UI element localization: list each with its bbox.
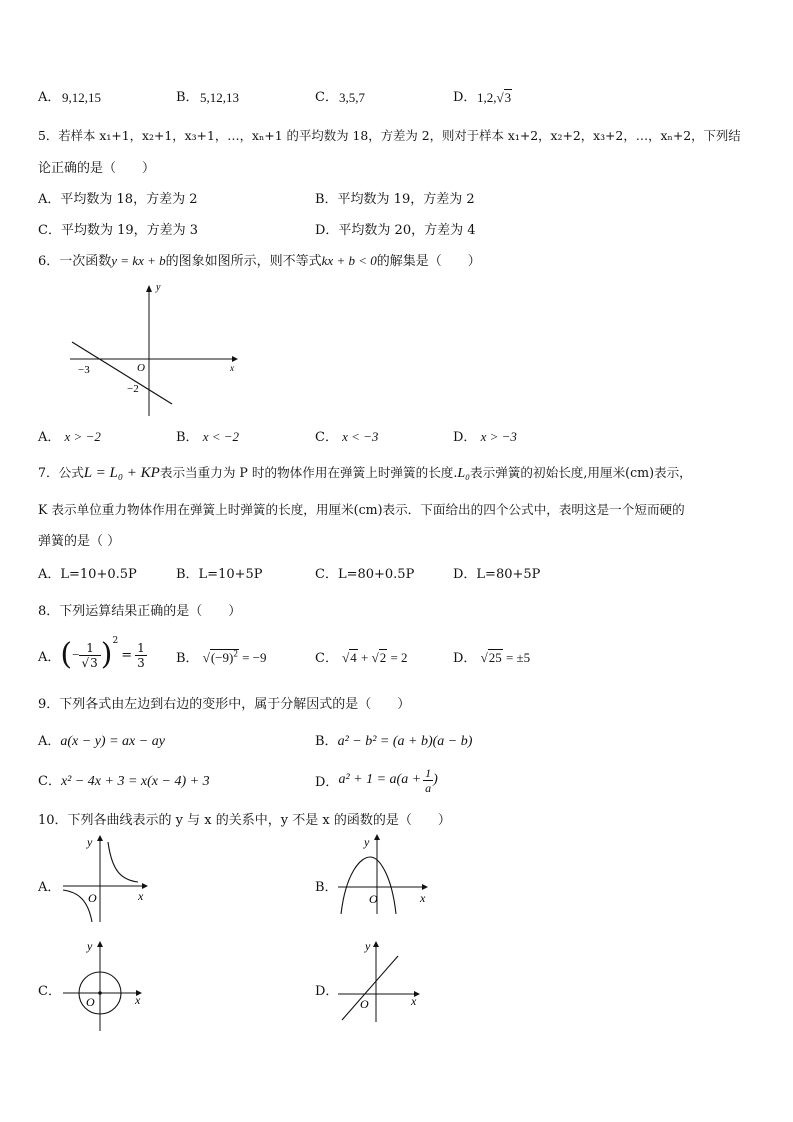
q10-a-origin: O	[88, 891, 97, 905]
q5-stem-line1: 5．若样本 x₁+1，x₂+1，x₃+1，…，xₙ+1 的平均数为 18，方差为 2，则对于样本 x₁+2，x₂+2，x₃+2，…，xₙ+2，下列结	[38, 128, 741, 143]
q6-option-b: B． x < −2	[176, 429, 240, 445]
q10-c-x-label: x	[135, 993, 141, 1007]
q6-y-label: y	[156, 282, 161, 293]
q10-option-c-label: C．	[38, 984, 61, 999]
q9-option-a: A．a(x − y) = ax − ay	[38, 734, 165, 749]
q7-stem-line2: K 表示单位重力物体作用在弹簧上时弹簧的长度，用厘米(cm)表示．下面给出的四个公式中，表明这是一个短而硬的	[38, 502, 685, 517]
q6-option-c: C． x < −3	[315, 429, 379, 445]
q10-graph-d	[336, 938, 436, 1023]
q5-option-d: D．平均数为 20，方差为 4	[315, 223, 476, 238]
q10-c-origin: O	[86, 995, 95, 1009]
q6-option-a: A． x > −2	[38, 429, 101, 445]
q7-stem-line3: 弹簧的是（ ）	[38, 534, 121, 549]
q10-b-y-label: y	[364, 835, 370, 849]
q8-option-a: A． ( − $\frac{1}{√3}$ ) $^2$ = $\frac{1}{3}$	[38, 636, 145, 672]
q10-d-line	[342, 956, 398, 1020]
q4-option-d: 1,2,√3	[477, 90, 512, 105]
q5-stem-line2: 论正确的是（ ）	[38, 161, 156, 176]
q10-d-y-label: y	[365, 939, 371, 953]
q9-option-d: D． a² + 1 = a(a + $\frac{1}{a}$ )	[315, 765, 438, 795]
q6-x-label: x	[230, 363, 234, 373]
q10-a-y-label: y	[87, 835, 93, 849]
q9-option-b: B．a² − b² = (a + b)(a − b)	[315, 734, 473, 749]
q4-option-d-label: D．	[453, 90, 477, 105]
q9-option-c: C．x² − 4x + 3 = x(x − 4) + 3	[38, 774, 210, 789]
q8-option-c: C． √4 + √2 = 2	[315, 650, 408, 666]
q10-a-x-label: x	[138, 889, 144, 903]
q7-option-c: C．L=80+0.5P	[315, 567, 415, 582]
q6-option-d: D． x > −3	[453, 429, 517, 445]
q5-option-c: C．平均数为 19，方差为 3	[38, 223, 199, 238]
q6-stem: 6．一次函数y = kx + b的图象如图所示，则不等式kx + b < 0的解集是（ ）	[38, 253, 481, 269]
q6-x-intercept: −3	[78, 364, 90, 376]
q10-option-a-label: A．	[38, 880, 61, 895]
q10-b-x-label: x	[420, 891, 426, 905]
q10-d-x-label: x	[411, 994, 417, 1008]
q10-option-b-label: B．	[315, 880, 338, 895]
q6-graph	[60, 282, 250, 422]
q9-stem: 9．下列各式由左边到右边的变形中，属于分解因式的是（ ）	[38, 697, 411, 712]
q4-option-c: 3,5,7	[339, 90, 365, 105]
q8-stem: 8．下列运算结果正确的是（ ）	[38, 604, 242, 619]
q4-option-b: 5,12,13	[200, 90, 239, 105]
q6-x-arrow	[232, 356, 238, 362]
q5-option-b: B．平均数为 19，方差为 2	[315, 192, 475, 207]
q4-option-c-label: C．	[315, 90, 338, 105]
q4-option-a-label: A．	[38, 90, 61, 105]
q7-option-d: D．L=80+5P	[453, 567, 541, 582]
q10-graph-b	[336, 832, 436, 917]
q6-origin: O	[137, 362, 145, 374]
q5-option-a: A．平均数为 18，方差为 2	[38, 192, 198, 207]
q10-d-origin: O	[360, 997, 369, 1011]
q10-graph-c	[60, 938, 160, 1033]
q10-graph-a	[60, 832, 160, 922]
q4-option-b-label: B．	[176, 90, 199, 105]
q6-y-intercept: −2	[127, 383, 139, 395]
q7-stem-line1: 7．公式L = L₀ + KP表示当重力为 P 时的物体作用在弹簧上时弹簧的长度.L₀表示弹簧的初始长度,用厘米(cm)表示，	[38, 465, 692, 481]
q10-b-origin: O	[369, 892, 378, 906]
q10-option-d-label: D．	[315, 984, 339, 999]
q8-option-d: D． √25 = ±5	[453, 650, 531, 666]
q10-c-y-label: y	[87, 939, 93, 953]
q10-a-hyperbola-branch-1	[108, 842, 138, 882]
q6-y-arrow	[146, 285, 152, 292]
q7-option-a: A．L=10+0.5P	[38, 567, 137, 582]
q4-option-a: 9,12,15	[62, 90, 101, 105]
q8-option-b: B． $√(-9)^2 = -9$	[176, 648, 267, 666]
q10-stem: 10．下列各曲线表示的 y 与 x 的关系中，y 不是 x 的函数的是（ ）	[38, 813, 451, 828]
q7-option-b: B．L=10+5P	[176, 567, 263, 582]
